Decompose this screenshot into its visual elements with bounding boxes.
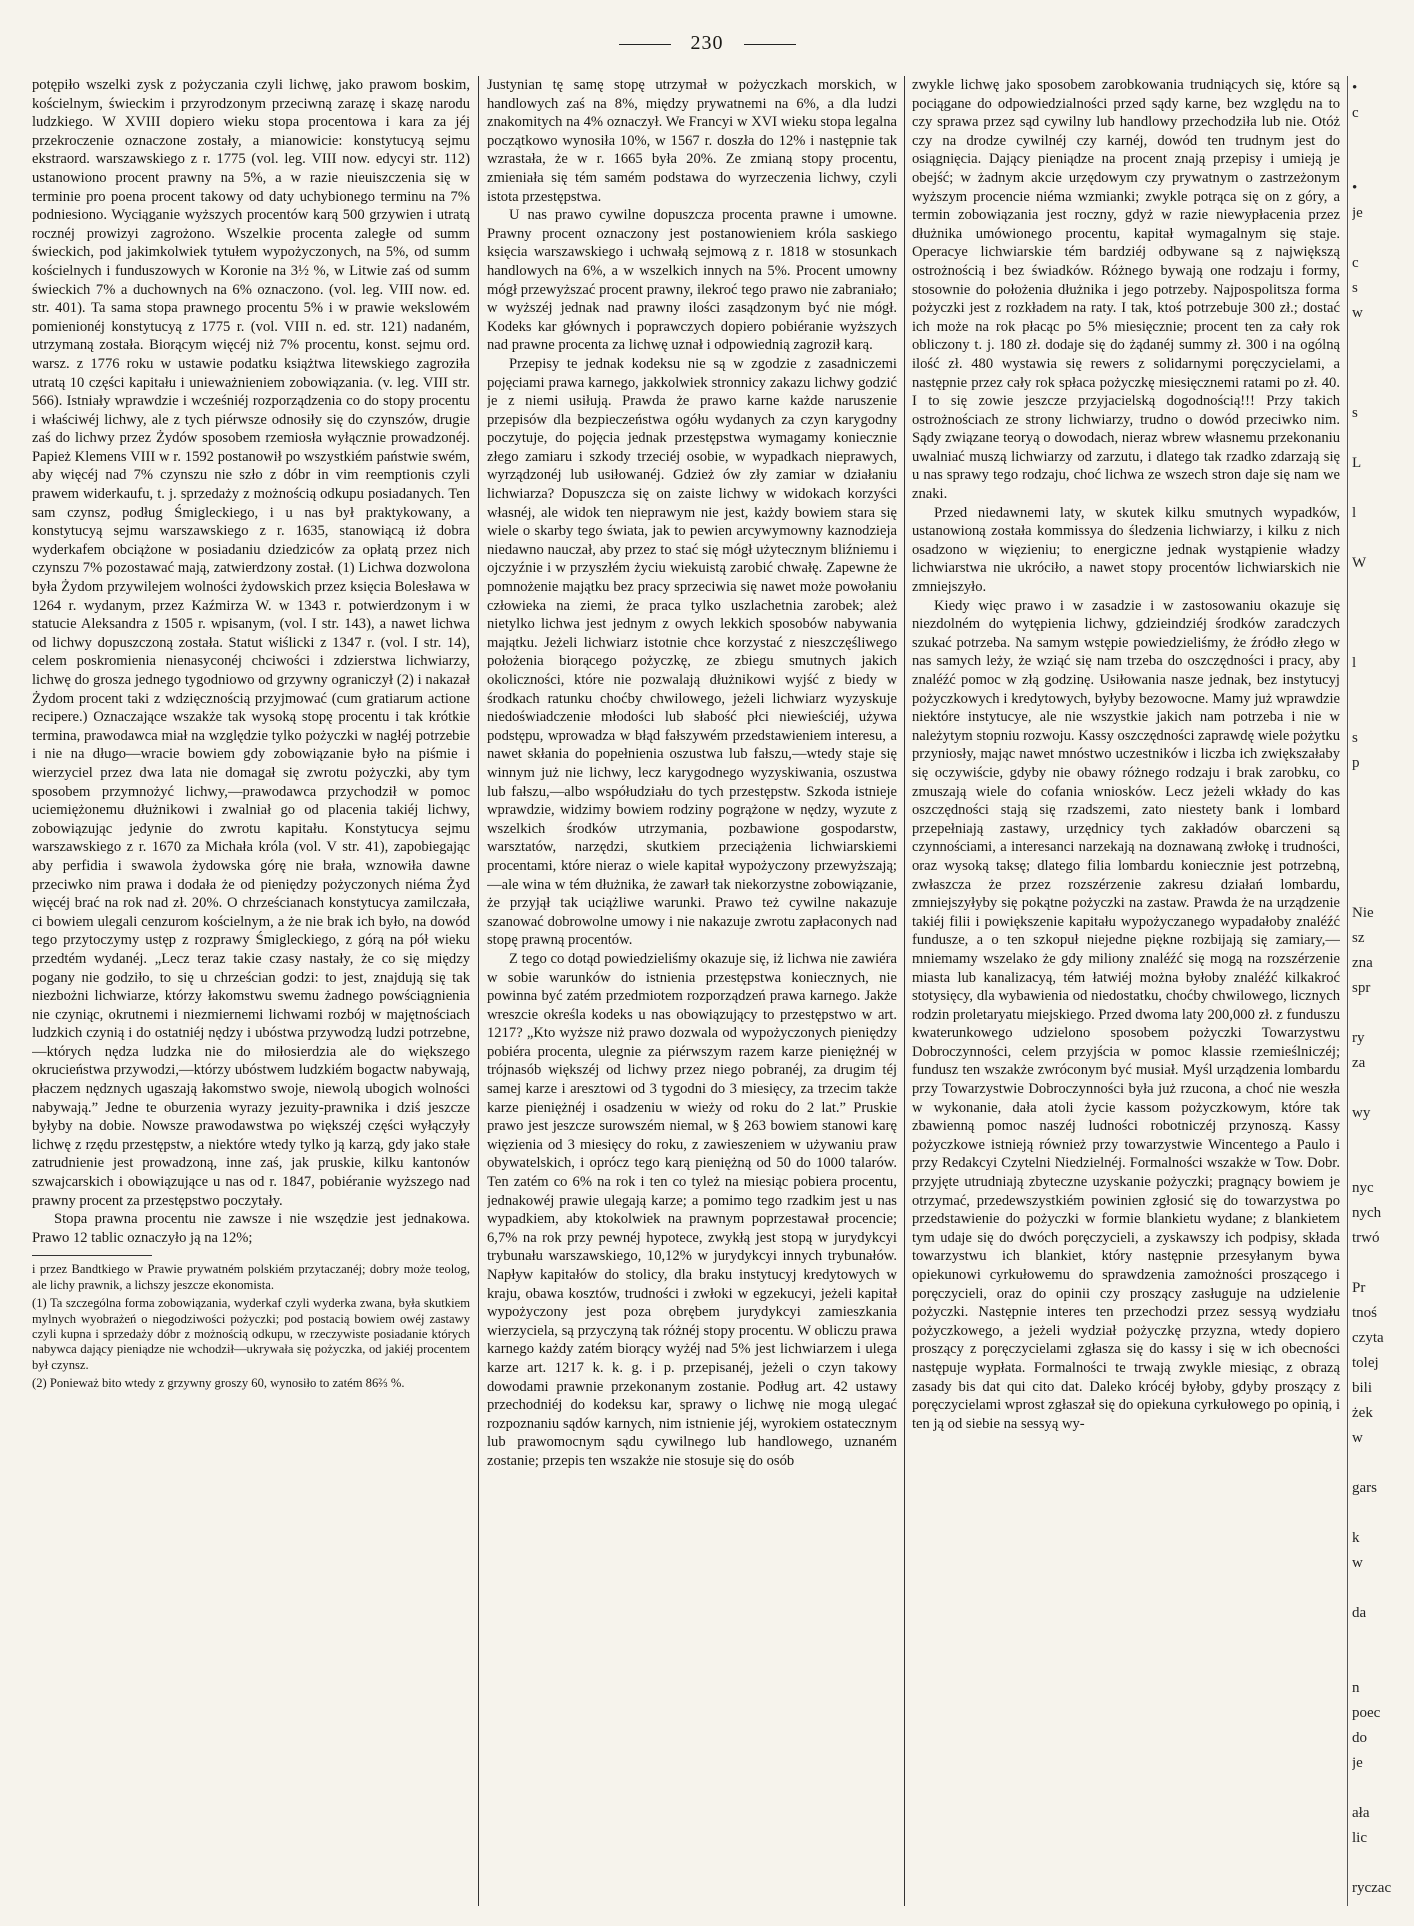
edge-fragment: żek [1352,1405,1373,1421]
edge-fragment [1352,776,1412,801]
edge-fragment: n [1352,1680,1360,1696]
edge-fragment [1352,526,1412,551]
edge-fragment: za [1352,1055,1366,1071]
edge-fragment: s [1352,405,1358,421]
edge-fragment: ryczac [1352,1880,1392,1896]
column-1 [32,76,470,1906]
edge-fragment [1352,801,1412,826]
edge-fragment [1352,151,1412,176]
footnote: i przez Bandtkiego w Prawie prywatném polskiém przytaczanéj; dobry może teolog, ale lichy prawnik, a lichszy jeszcze ekonomista. [32,1262,470,1292]
edge-fragment: trwó [1352,1230,1380,1246]
edge-fragment: spr [1352,980,1371,996]
edge-fragment [1352,676,1412,701]
column-2 [487,76,897,1906]
edge-fragment [1352,876,1412,901]
footnote-rule [32,1255,152,1256]
edge-fragment [1352,601,1412,626]
edge-fragment: w [1352,1555,1363,1571]
edge-fragment: nyc [1352,1180,1374,1196]
edge-fragment: gars [1352,1480,1377,1496]
footnote: (1) Ta szczególna forma zobowiązania, wyderkaf czyli wyderka zwana, była skutkiem mylnych wyobrażeń o niegodziwości pożyczki; pod postacią bowiem owéj zastawy czyli kupna i sprzedaży dóbr z możnością odkupu, w rzeczywiste posiadanie których nabywca dający pieniądze nie wchodził—ukrywała się pożyczka, od jakiéj procentem był czynsz. [32,1296,470,1372]
edge-fragment [1352,326,1412,351]
edge-fragment [1352,1776,1412,1801]
edge-fragment: p [1352,755,1360,771]
edge-fragment [1352,1001,1412,1026]
edge-fragment: tnoś [1352,1305,1378,1321]
edge-fragment: czyta [1352,1330,1384,1346]
paragraph: Przed niedawnemi laty, w skutek kilku smutnych wypadków, ustanowioną została kommissya do śledzenia lichwiarzy, i kilku z nich osadzono w więzieniu; to energiczne jednak wystąpienie władzy lichwiarstwa nie ukróciło, a nawet stopy procentów lichwiarskich nie zmniejszyło. [912,504,1340,596]
edge-fragment: sz [1352,930,1365,946]
edge-fragment: L [1352,455,1362,471]
edge-fragment: wy [1352,1105,1371,1121]
header-dash-left [619,44,671,45]
edge-fragment [1352,1626,1412,1651]
edge-fragment [1352,1151,1412,1176]
adjacent-page-fragments [1352,76,1412,1906]
column-rule-1 [478,76,479,1906]
edge-fragment [1352,1651,1412,1676]
paragraph: Stopa prawna procentu nie zawsze i nie wszędzie jest jednakowa. Prawo 12 tablic oznaczyło ją na 12%; [32,1211,470,1246]
edge-fragment: ry [1352,1030,1365,1046]
paragraph: Kiedy więc prawo i w zasadzie i w zastosowaniu okazuje się niezdolném do wytępienia lichwy, gdzieindziéj środków zaradczych szukać potrzeba. Na samym wstępie powiedzieliśmy, że źródło złego w nas samych leży, że wziąć się nam trzeba do oszczędności i pracy, aby znaléźć pomoc w złą godzinę. Usiłowania nasze jednak, bez instytucyj pożyczkowych i kredytowych, byłyby bezowocne. Mamy już wprawdzie niektóre instytucye, ale nie wszystkie jakich nam potrzeba i nie w należytym stopniu rozwoju. Kassy oszczędności zaprawdę wiele pożytku przyniosły, mając nawet mnóstwo uczestników i liczba ich zwiększałaby się oczywiście, gdyby nie obawy różnego rodzaju i brak zarobku, co zmuszają wiele do cofania wniosków. Lecz jeżeli wkłady do kas oszczędności stają się rzadszemi, zato niestety bank i lombard przepełniają zastawy, urzędnicy tych zakładów obarczeni są czynnościami, a interesanci narzekają na doznawaną zwłokę i trudności, oraz wysoką taksę; dlatego filia lombardu koniecznie jest potrzebną, zwłaszcza że przez rozszérzenie zakresu działań lombardu, zmniejszyłyby się pokątne pożyczki na zastaw. Prawda że na urządzenie takiéj filii i powiększenie kapitału wypożyczanego wypadałoby znaléźć fundusze, a o ten szkopuł niejedne piękne rozbijają się zamiary,—mniemamy wszelako że gdy miliony znaléźć się mogą na rozszérzenie miasta lub kanalizacyą, tém łatwiéj można byłoby znaléźć kilkakroć stotysięcy, dla wybawienia od niedostatku, choćby chwilowego, licznych rodzin proletaryatu miejskiego. Przed dwoma laty 200,000 zł. z funduszu kwaterunkowego udzielono sposobem pożyczki Towarzystwu Dobroczynności, celem przyjścia w pomoc klassie rzemieślniczéj; fundusz ten wszakże zwróconym być musiał. Myśl urządzenia lombardu przy Towarzystwie Dobroczynności była już rzucona, a choć nie weszła w wykonanie, dała atoli życie kassom pożyczkowym, które tak zbawienną pomoc naszéj ludności robotniczéj przynoszą. Kassy pożyczkowe istnieją również przy towarzystwie Wincentego a Paulo i przy Redakcyi Czytelni Niedzielnéj. Formalności wszakże w Tow. Dobr. przyjęte utrudniają zbyteczne uzyskanie pożyczki; pragnący bowiem je otrzymać, przedewszystkiém powinien zgłosić się do towarzystwa po przedstawienie do pożyczki w formie blankietu wydane; z blankietem tym udaje się do dwóch poręczycieli, a zyskawszy ich podpisy, składa towarzystwu ich blankiet, który następnie przesyłanym bywa opiekunowi cyrkułowemu do sprawdzenia zamożności proszącego i poręczycieli, oraz do opinii czy proszący zasługuje na udzielenie pożyczki. Następnie interes ten przechodzi przez sessyą wydziału pożyczkowego, a jeżeli wydział pożyczkę przyzna, wtedy dopiero proszący z poręczycielami zgłasza się do kassy i się w ich obecności następuje wypłata. Formalności te trwają zwykle miesiąc, z obrazą zasady bis dat qui cito dat. Daleko krócéj byłoby, gdyby proszący z poręczycielami wprost zgłaszał się do opiekuna cyrkułowego po opinią, i ten ją od siebie na sessyą wy- [912,597,1340,1432]
edge-fragment: l [1352,505,1357,521]
edge-fragment: k [1352,1530,1360,1546]
footnote: (2) Ponieważ bito wtedy z grzywny groszy 60, wynosiło to zatém 86⅔ %. [32,1376,405,1391]
edge-fragment: l [1352,655,1357,671]
edge-fragment [1352,1576,1412,1601]
edge-fragment [1352,1076,1412,1101]
edge-fragment: lic [1352,1830,1367,1846]
adjacent-page-rule [1347,76,1348,1906]
edge-fragment: w [1352,305,1363,321]
edge-fragment: Nie [1352,905,1374,921]
edge-fragment [1352,626,1412,651]
edge-fragment [1352,1501,1412,1526]
paragraph: U nas prawo cywilne dopuszcza procenta prawne i umowne. Prawny procent oznaczony jest postanowieniem króla saskiego księcia warszawskiego i uchwałą sejmową z r. 1818 w stosunkach handlowych na 6%, a w wszelkich innych na 5%. Procent umowny mógł przewyższać procent prawny, ilekroć tego prawo nie zabraniało; w wyższéj jednak nad prawny ilości zasądzonym być nie mógł. Kodeks kar głównych i poprawczych dopiero pobiéranie wyższych nad prawne procenta za lichwę uznał i odpowiednią zagroził karą. [487,207,897,354]
edge-fragment [1352,376,1412,401]
paragraph: Z tego co dotąd powiedzieliśmy okazuje się, iż lichwa nie zawiéra w sobie warunków do istnienia przestępstwa koniecznych, nie powinna być zatém przedmiotem rozporządzeń prawa karnego. Jakże wreszcie określa kodeks u nas obowiązujący to przestępstwo w art. 1217? „Kto wyższe niż prawo dozwala od wypożyczonych pieniędzy pobiéra procenta, ulegnie za piérwszym razem karze pieniężnéj w trójnasób większéj od lichwy przez niego pobranéj, za drugim téj samej karze i aresztowi od 3 tygodni do 3 miesięcy, za trzecim także karze pieniężnéj i osadzeniu w wieży od roku do 2 lat.” Pruskie prawo jest jeszcze surowszém niemal, w § 263 bowiem stanowi karę więzienia od 3 miesięcy do roku, z zawieszeniem w używaniu praw obywatelskich, i oprócz tego karą pieniężną od 50 do 1000 talarów. Ten zatém co 6% na rok i ten co tyleż na miesiąc pobiera procentu, jednakowéj prawie ulegają karze; a pomimo tego rzadkim jest u nas wypadkiem, aby ktokolwiek na prawnym poprzestawał procencie; 6,7% na rok przy pewnéj hypotece, zwykłą jest stopą w jurydykcyi trybunału warszawskiego, 10,12% w jurydykcyi innych trybunałów. Napływ kapitałów do stolicy, dla braku instytucyj kredytowych w kraju, obawa kosztów, trudności i zwłoki w egzekucyi, jeżeli kapitał wypożyczony jest poza obrębem jurydykcyi zamieszkania wierzyciela, są przyczyną tak różnéj stopy procentu. W obliczu prawa karnego każdy zatém biorący wyżéj nad 5% jest lichwiarzem i ulega karze art. 1217 k. k. g. i p. przepisanéj, jeżeli o czyn takowy dowodami prawnie przekonanym zostanie. Podług art. 42 ustawy przechodniéj do kodeksu kar, sprawy o lichwę nie mogą ulegać rozpoznaniu sądów karnych, nim istnienie jéj, wyrokiem ostatecznym lub prawomocnym sądu cywilnego lub handlowego, uznaném zostanie; przepis ten wszakże nie stosuje się do osób [487,950,897,1469]
edge-fragment [1352,476,1412,501]
edge-fragment: s [1352,730,1358,746]
edge-fragment: je [1352,205,1363,221]
edge-fragment: Pr [1352,1280,1366,1296]
page-header [0,32,1414,55]
edge-fragment [1352,1451,1412,1476]
edge-fragment [1352,1851,1412,1876]
edge-fragment [1352,826,1412,851]
paragraph: potępiło wszelki zysk z pożyczania czyli lichwę, jako prawom boskim, kościelnym, świeckim i przyrodzonym przeciwną zarazę i skazę narodu ludzkiego. W XVIII dopiero wieku stopa procentowa i kara za jéj przekroczenie oznaczone zostały, a mianowicie: konstytucyą sejmu ekstraord. warszawskiego z r. 1775 (vol. leg. VIII now. edycyi str. 112) ustanowiono procent prawny na 5%, a w razie nieuiszczenia się w terminie pro poena procent takowy od daty uchybionego terminu na 7% podniesiono. Wyciąganie wyższych procentów karą 500 grzywien i utratą rocznéj prowizyi zagrożono. Wszelkie procenta zaległe od summ świeckich, pod jakimkolwiek tytułem wypożyczonych, na 5%, od summ kościelnych i funduszowych w Koronie na 3½ %, w Litwie zaś od summ świeckich 7% a duchownych na 6% oznaczono. (vol. leg. VIII now. ed. str. 401). Ta sama stopa prawnego procentu 5% i w prawie wekslowém pomienionéj konstytucyą z 1775 r. (vol. VIII n. ed. str. 121) nadaném, utrzymaną została. Biorącym więcéj niż 7% procentu, konst. sejmu ord. warsz. z 1776 roku w ustawie podatku książtwa litewskiego zagroziła utratą 10 części kapitału i unieważnieniem zobowiązania. (v. leg. VIII str. 566). Istniały wprawdzie i wcześniéj rozporządzenia co do stopy procentu i właściwéj lichwy, ale z tych piérwsze odnosiły się do czynszów, drugie zaś do lichwy przez Żydów sposobem rzemiosła wyłącznie prowadzonéj. Papież Klemens VIII w r. 1592 postanowił po wszystkiém państwie swém, aby więcéj nad 7% czynszu nie szło z dóbr in vim reemptionis czyli prawem widerkaufu, t. j. sprzedaży z możnością odkupu posiadanych. Ten sam czynsz, podług Śmigleckiego, i u nas był praktykowany, a konstytucyą sejmu warszawskiego z r. 1635, stanowiącą iż dobra wyderkafem obciążone w posiadaniu dziedziców za opłatą przez nich czynszu 7% pozostawać mają, zatwierdzony został. (1) Lichwa dozwolona była Żydom przywilejem wolności żydowskich przez księcia Bolesława w 1264 r. wydanym, przez Kaźmirza W. w 1343 r. potwierdzonym i w statucie Aleksandra z 1505 r. wpisanym, (vol. I str. 143), a nawet lichwa od lichwy dopuszczoną została. Statut wiślicki z 1347 r. (vol. I str. 14), celem poskromienia nienasyconéj chciwości i zdzierstwa lichwiarzy, lichwę do grosza jednego tygodniowo od grzywny ograniczył (2) i nakazał Żydom procent taki z wdzięcznością przyjmować (cum gratiarum actione recipere.) Oznaczające wszakże tak wysoką stopę procentu i tak krótkie termina, prawodawca miał na względzie tylko pożyczki w nagłéj potrzebie i nie na długo—wracie bowiem gdy zobowiązanie było na piśmie i wierzyciel przez dwa lata nie domagał się zwrotu pożyczki, aby tym sposobem przymnożyć lichwy,—prawodawca przychodził w pomoc uciemiężonemu dłużnikowi i zwalniał go od placenia takiéj lichwy, zobowiązując jedynie do zwrotu kapitału. Konstytucya sejmu warszawskiego z r. 1670 za Michała króla (vol. V str. 41), zapobiegając aby perfidia i swawola żydowska górę nie brała, wznowiła dawne przeciwko nim prawa i dodała że od pieniędzy pożyczonych niéma Żyd więcéj brać na rok nad zł. 20%. O chrześcianach konstytucya zamilczała, ci bowiem ulegali cenzurom kościelnym, a że nie brak ich było, na dowód tego przytoczymy ustęp z rozprawy Śmigleckiego, z górą na pół wieku przedtém wydanéj. „Lecz teraz takie czasy nastały, że co się między pogany nie godziło, to się u chrześcian godzi: to jest, znajdują się tak niezbożni lichwiarze, którzy łakomstwu swemu żadnego powściągnienia nie czyniąc, okrutnemi i niezmiernemi lichwami rozbój w majętnościach ludzkich czynią i do ostatniéj nędzy i ubóstwa przywodzą ludzi potrzebne,—których nędza ludzka nie do miłosierdzia ale do większego okrucieństwa przywodzi,—którzy ubóstwem ludzkiém bogactw nabywają, płaczem nędznych ugaszają łakomstwo swoje, niewolą ubogich wolności nabywają.” Jedne te oburzenia wyrazy jezuity-prawnika i dziś jeszcze byłyby na dobie. Nowsze prawodawstwa po większéj części wyłączyły lichwę z rzędu przestępstw, a niektóre wtedy tylko ją karzą, gdy jako stałe zatrudnienie jest prowadzoną, inne zaś, jak pruskie, kilku kantonów szwajcarskich i obowiązujące u nas od r. 1847, pobiéranie wyższego nad prawny procent za przestępstwo poczytały. [32,77,470,1209]
edge-fragment [1352,351,1412,376]
edge-fragment [1352,1126,1412,1151]
edge-fragment: da [1352,1605,1367,1621]
edge-fragment: bili [1352,1380,1373,1396]
edge-fragment: • [1352,180,1358,196]
paragraph: Justynian tę samę stopę utrzymał w pożyczkach morskich, w handlowych zaś na 8%, między prywatnemi na 6%, a dla ludzi znakomitych na 4% oznaczył. We Francyi w XVI wieku stopa legalna początkowo wynosiła 10%, w 1567 r. doszła do 12% i następnie tak wzrastała, że w r. 1665 była 20%. Ze zmianą stopy procentu, zmieniała się tém samém podstawa do wyrzeczenia lichwy, czyli istota przestępstwa. [487,77,897,205]
edge-fragment: tolej [1352,1355,1379,1371]
edge-fragment: c [1352,105,1359,121]
edge-fragment: s [1352,280,1358,296]
edge-fragment: do [1352,1730,1367,1746]
edge-fragment: je [1352,1755,1363,1771]
edge-fragment: c [1352,255,1359,271]
edge-fragment: zna [1352,955,1373,971]
column-3 [912,76,1340,1906]
paragraph: zwykle lichwę jako sposobem zarobkowania trudniących się, które są pociągane do odpowiedzialności przed sądy karne, bez względu na to czy sprawa przez sąd cywilny lub handlowy przechodziła lub nie. Otóż czy na drodze cywilnéj czy karnéj, dowód ten trudnym jest do osiągnięcia. Dający pieniądze na procent znają przepisy i umieją je obejść; w żadnym akcie urzędowym czy prywatnym o zastrzeżonym wyższym procencie niéma wzmianki; zwykle potrąca się on z góry, a termin zobowiązania jest roczny, gdyż w razie niewypłacenia przez dłużnika umówionego procentu, kapitał wymagalnym się staje. Operacye lichwiarskie tém bardziéj odbywane są z największą ostrożnością i bez świadków. Różnego bywają one rodzaju i formy, stosownie do położenia dłużnika i jego potrzeby. Najpospolitsza forma pożyczki jest z rozkładem na raty. I tak, ktoś potrzebuje 300 zł.; dostać ich może na rok płacąc po 5% miesięcznie; procent ten za cały rok obliczony t. j. 180 zł. dodaje się do żądanéj summy zł. 300 i na ogólną ilość zł. 480 wystawia się rewers z solidarnymi poręczycielami, a następnie przez cały rok spłaca pożyczkę miesięcznemi ratami po zł. 40. I to się zowie jeszcze przyjacielską dogodnością!!! Przy takich ostrożnościach ze strony lichwiarzy, trudno o dowód przeciwko nim. Sądy związane teoryą o dowodach, nieraz wbrew własnemu przekonaniu uwalniać muszą lichwiarzy od zarzutu, i dlatego tak rzadko zdarzają się u nas sprawy tego rodzaju, choć lichwa ze wszech stron daje się nam we znaki. [912,77,1340,503]
edge-fragment: ała [1352,1805,1370,1821]
edge-fragment: • [1352,80,1358,96]
column-rule-2 [904,76,905,1906]
edge-fragment [1352,126,1412,151]
header-dash-right [744,44,796,45]
edge-fragment [1352,576,1412,601]
edge-fragment [1352,226,1412,251]
edge-fragment [1352,1251,1412,1276]
edge-fragment: nych [1352,1205,1382,1221]
page-number: 230 [690,32,724,54]
paragraph: Przepisy te jednak kodeksu nie są w zgodzie z zasadniczemi pojęciami prawa karnego, jakkolwiek stronnicy zakazu lichwy godzić je z niemi usiłują. Prawda że prawo karne każde naruszenie przepisów dla bezpieczeństwa ogółu wydanych za czyn karygodny poczytuje, do pojęcia jednak przestępstwa wymagamy koniecznie złego zamiaru i szkody trzeciéj osobie, w wypadkach nieprawych, wyrządzonéj lub usiłowanéj. Gdzież ów zły zamiar w działaniu lichwiarza? Dopuszcza się on zaiste lichwy w widokach korzyści własnéj, ale widok ten nieprawym nie jest, każdy bowiem stara się wiele o skarby tego świata, jak to pewien arcywymowny kaznodzieja niedawno nauczał, aby przez to stać się mógł użytecznym bliźniemu i ojczyźnie i w przyszłém życiu wiekuistą zarobić chwałę. Zapewne że pomnożenie majątku bez pracy sprzeciwia się nawet może powołaniu człowieka na ziemi, że praca tylko uszlachetnia zarobek; ależ nietylko lichwa jest jednym z owych lekkich sposobów nabywania majątku. Jeżeli lichwiarz istotnie chce korzystać z nieszczęśliwego położenia biorącego pożyczkę, ze zbiegu smutnych jakich okoliczności, które nie pozwalają dłużnikowi wyjść z biedy w środkach ratunku choćby chwilowego, jeżeli lichwiarz wyzyskuje niedoświadczenie młodości lub słabość płci niewieściéj, używa podstępu, wprowadza w błąd fałszywém przedstawieniem interesu, a nawet skłania do popełnienia oszustwa lub fałszu,—wtedy staje się winnym już nie lichwy, lecz karygodnego wyzyskiwania, oszustwa lub fałszu,—albo współudziału do tych przestępstw. Szkoda istnieje wprawdzie, widzimy bowiem rodziny pogrążone w nędzy, wyzute z wszelkich środków utrzymania, pozbawione gospodarstw, warsztatów, narzędzi, skutkiem przeciążenia lichwiarskiemi procentami, które nieraz o wiele kapitał wypożyczony przewyższają;—ale wina w tém dłużnika, że zawarł tak niekorzystne zobowiązanie, że przyjął tak uciążliwe warunki. Prawo też cywilne nakazuje szanować dobrowolne umowy i nie nakazuje zwrotu zapłaconych nad stopę prawną procentów. [487,355,897,949]
edge-fragment: W [1352,555,1367,571]
edge-fragment [1352,701,1412,726]
edge-fragment [1352,426,1412,451]
edge-fragment [1352,851,1412,876]
edge-fragment: w [1352,1430,1363,1446]
edge-fragment: poec [1352,1705,1381,1721]
